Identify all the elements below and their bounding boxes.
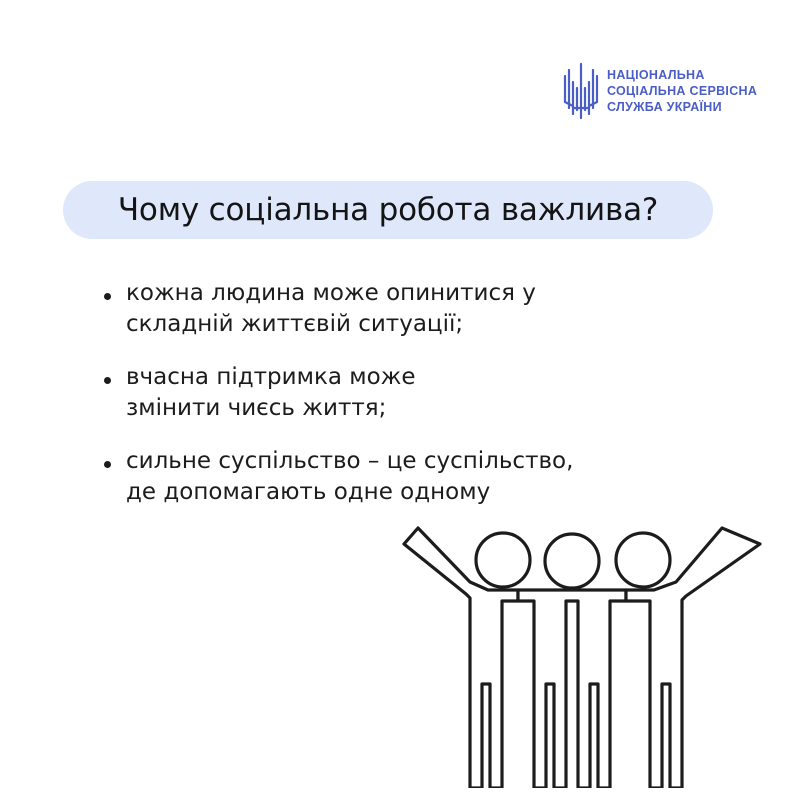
logo-line-2: СОЦІАЛЬНА СЕРВІСНА [607, 84, 758, 98]
list-item [96, 446, 573, 508]
page-title: Чому соціальна робота важлива? [117, 192, 659, 228]
ukraine-trident-icon [563, 62, 599, 120]
bullet-list [96, 278, 573, 530]
bullet-text-line: де допомагають одне одному [126, 479, 491, 505]
three-people-holding-hands-icon [396, 520, 768, 788]
logo-line-3: СЛУЖБА УКРАЇНИ [607, 100, 722, 114]
list-item [96, 362, 573, 424]
bullet-text-line: сильне суспільство – це суспільство, [126, 448, 574, 474]
bullet-dot-icon [104, 293, 111, 300]
logo [563, 62, 757, 120]
list-item [96, 278, 573, 340]
bullet-text-line: складній життєвій ситуації; [126, 311, 464, 337]
bullet-text-line: вчасна підтримка може [126, 364, 416, 390]
heading-pill [63, 181, 713, 239]
bullet-dot-icon [104, 377, 111, 384]
logo-text [607, 67, 757, 115]
logo-line-1: НАЦІОНАЛЬНА [607, 68, 705, 82]
bullet-dot-icon [104, 461, 111, 468]
bullet-text-line: кожна людина може опинитися у [126, 280, 536, 306]
bullet-text-line: змінити чиєсь життя; [126, 395, 387, 421]
